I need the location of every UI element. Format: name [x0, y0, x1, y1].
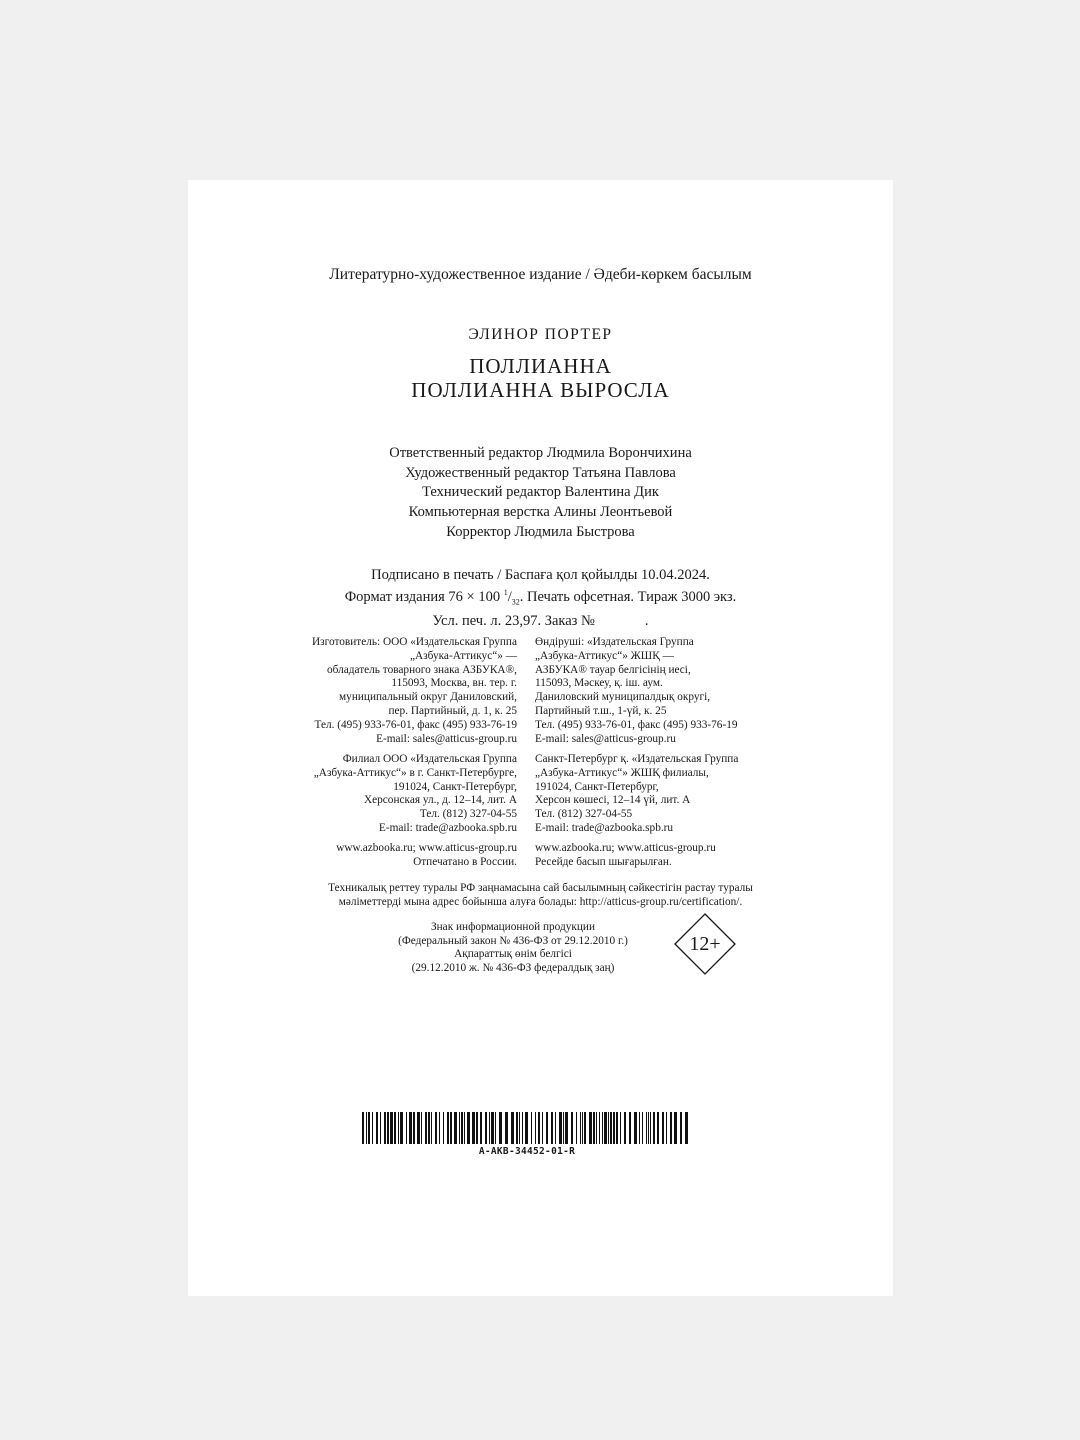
text-line: „Азбука-Аттикус“» ЖШҚ филиалы,	[535, 766, 709, 779]
print-format-line	[188, 584, 893, 612]
text-line: www.azbooka.ru; www.atticus-group.ru	[336, 842, 517, 854]
text-line: E-mail: sales@atticus-group.ru	[376, 732, 517, 745]
print-sheets-line	[188, 612, 893, 630]
text-line: Изготовитель: ООО «Издательская Группа	[311, 636, 517, 648]
text-line: 191024, Санкт-Петербург,	[535, 780, 659, 793]
credit-line: Художественный редактор Татьяна Павлова	[405, 464, 676, 481]
credit-line: Компьютерная верстка Алины Леонтьевой	[408, 504, 673, 521]
author-name: ЭЛИНОР ПОРТЕР	[468, 326, 613, 343]
tech-regulation-note	[188, 881, 893, 909]
text-line: Филиал ООО «Издательская Группа	[342, 753, 517, 765]
book-title-2: ПОЛЛИАННА ВЫРОСЛА	[411, 378, 670, 402]
text-line: Санкт-Петербург қ. «Издательская Группа	[535, 753, 739, 765]
manufacturer-ru	[312, 636, 517, 746]
text-line: пер. Партийный, д. 1, к. 25	[388, 704, 517, 717]
text-line: Даниловский муниципалдық округі,	[535, 691, 711, 704]
info-sign-text	[368, 921, 658, 975]
text-line: АЗБУКА® тауар белгісінің иесі,	[535, 663, 691, 676]
barcode	[362, 1112, 692, 1144]
credits-block	[188, 444, 893, 543]
format-prefix: Формат издания 76 × 100	[344, 588, 504, 605]
text-line: Тел. (495) 933-76-01, факс (495) 933-76-19	[535, 718, 738, 731]
text-line: (29.12.2010 ж. № 436-ФЗ федералдық заң)	[411, 961, 615, 974]
text-line: www.azbooka.ru; www.atticus-group.ru	[535, 842, 716, 854]
web-kz	[535, 842, 716, 870]
credit-line: Ответственный редактор Людмила Ворончихина	[389, 445, 692, 461]
text-line: Херсон көшесі, 12–14 үй, лит. А	[535, 794, 691, 807]
text-line: (Федеральный закон № 436-ФЗ от 29.12.2010 г.)	[398, 934, 628, 947]
branch-ru	[314, 753, 517, 836]
text-line: обладатель товарного знака АЗБУКА®,	[326, 663, 517, 676]
sheets-order-end: .	[644, 612, 649, 629]
branch-kz	[535, 753, 738, 836]
book-title-1: ПОЛЛИАННА	[469, 354, 612, 378]
barcode-text: A-AKB-34452-01-R	[478, 1146, 576, 1157]
age-rating-text: 12+	[689, 933, 721, 955]
text-line: 115093, Мәскеу, қ. іш. аум.	[535, 677, 663, 690]
print-info-block	[188, 566, 893, 630]
manufacturer-kz	[535, 636, 738, 746]
text-line: Знак информационной продукции	[430, 921, 596, 933]
age-rating-badge	[674, 913, 736, 975]
genre-label: Литературно-художественное издание / Әдеби-көркем басылым	[329, 266, 752, 283]
text-line: 115093, Москва, вн. тер. г.	[391, 677, 517, 690]
text-line: Өндіруші: «Издательская Группа	[535, 636, 694, 648]
text-line: мәліметтерді мына адрес бойынша алуға болады: http://atticus-group.ru/certification/.	[338, 896, 743, 908]
sheets-order-label: Усл. печ. л. 23,97. Заказ №	[432, 612, 595, 629]
text-line: Отпечатано в России.	[413, 855, 517, 868]
format-suffix: . Печать офсетная. Тираж 3000 экз.	[519, 588, 737, 605]
text-line: муниципальный округ Даниловский,	[339, 691, 517, 704]
text-line: „Азбука-Аттикус“» —	[410, 649, 517, 662]
text-line: Техникалық реттеу туралы РФ заңнамасына сай басылымның сәйкестігін растау туралы	[328, 882, 753, 894]
text-line: Тел. (812) 327-04-55	[419, 808, 517, 821]
text-line: Ақпараттық өнім белгісі	[454, 948, 572, 960]
text-line: Херсонская ул., д. 12–14, лит. А	[363, 794, 517, 807]
print-signed-line: Подписано в печать / Баспаға қол қойылды 10.04.2024.	[371, 567, 710, 583]
text-line: Партийный т.ш., 1-үй, к. 25	[535, 704, 667, 717]
text-line: 191024, Санкт-Петербург,	[393, 780, 517, 793]
credit-line: Корректор Людмила Быстрова	[446, 523, 635, 540]
text-line: Ресейде басып шығарылған.	[535, 855, 672, 868]
text-line: Тел. (812) 327-04-55	[535, 808, 633, 821]
text-line: „Азбука-Аттикус“» ЖШҚ —	[535, 649, 674, 662]
web-ru	[336, 842, 517, 870]
format-denominator: 32	[511, 597, 520, 607]
book-imprint-page	[188, 180, 893, 1296]
text-line: E-mail: trade@azbooka.spb.ru	[378, 821, 517, 834]
format-slash: /	[507, 588, 512, 605]
text-line: E-mail: sales@atticus-group.ru	[535, 732, 676, 745]
format-numerator: 1	[503, 588, 508, 597]
text-line: E-mail: trade@azbooka.spb.ru	[535, 821, 674, 834]
text-line: „Азбука-Аттикус“» в г. Санкт-Петербурге,	[313, 766, 517, 779]
text-line: Тел. (495) 933-76-01, факс (495) 933-76-19	[314, 718, 517, 731]
credit-line: Технический редактор Валентина Дик	[422, 484, 659, 501]
